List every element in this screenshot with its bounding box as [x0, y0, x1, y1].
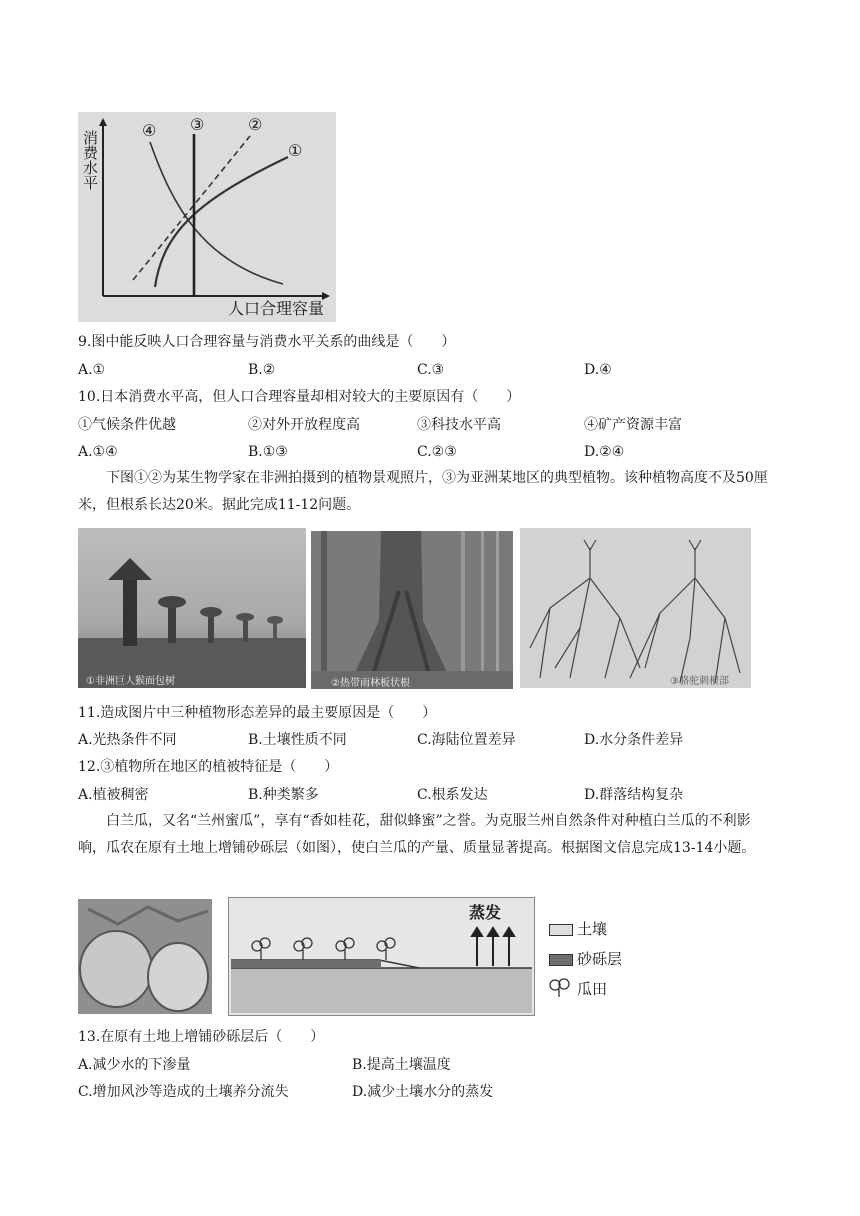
curve-label-3: ③	[190, 115, 205, 134]
photo-camelthorn-roots	[520, 528, 751, 688]
caption-baobab: ①非洲巨人猴面包树	[86, 676, 175, 687]
legend	[545, 910, 630, 1010]
q10-statement-3: ③科技水平高	[417, 417, 501, 433]
q10-statement-1: ①气候条件优越	[78, 417, 176, 433]
q10-option-b: B.①③	[248, 444, 288, 460]
curve-label-4: ④	[142, 121, 157, 140]
y-axis-label: 消费水平	[81, 130, 99, 190]
question-10-stem: 10.日本消费水平高，但人口合理容量却相对较大的主要原因有（ ）	[78, 389, 521, 405]
legend-field-label: 瓜田	[577, 980, 608, 998]
legend-soil-label: 土壤	[577, 920, 608, 938]
q10-option-c: C.②③	[417, 444, 457, 460]
q13-option-a: A.减少水的下渗量	[78, 1057, 191, 1073]
rainforest-icon	[311, 531, 513, 689]
curve-2	[133, 136, 250, 280]
q9-option-b: B.②	[248, 362, 276, 378]
caption-camelthorn: ③骆驼刺根部	[670, 676, 729, 687]
legend-melon-icon	[547, 978, 573, 998]
question-12-stem: 12.③植物所在地区的植被特征是（ ）	[78, 759, 339, 775]
melon-icon	[78, 899, 212, 1014]
question-13-stem: 13.在原有土地上增铺砂砾层后（ ）	[78, 1029, 325, 1045]
question-11-stem: 11.造成图片中三种植物形态差异的最主要原因是（ ）	[78, 705, 437, 721]
q12-option-d: D.群落结构复杂	[584, 787, 684, 803]
photo-melons	[78, 899, 212, 1014]
q10-option-d: D.②④	[584, 444, 625, 460]
x-axis-label: 人口合理容量	[228, 299, 325, 318]
q13-option-b: B.提高土壤温度	[352, 1057, 451, 1073]
photo-baobab	[78, 528, 306, 688]
legend-gravel-label: 砂砾层	[577, 950, 623, 968]
q10-statement-4: ④矿产资源丰富	[584, 417, 682, 433]
evaporation-label: 蒸发	[469, 903, 502, 922]
intro-13-14: 白兰瓜，又名“兰州蜜瓜”，享有“香如桂花，甜似蜂蜜”之誉。为克服兰州自然条件对种植白兰瓜的不利影响，瓜农在原有土地上增铺砂砾层（如图），使白兰瓜的产量、质量显著提高。根据图文信息完成13-14小题。	[78, 813, 756, 856]
y-axis-arrow	[99, 118, 107, 126]
intro-11-12: 下图①②为某生物学家在非洲拍摄到的植物景观照片，③为亚洲某地区的典型植物。该种植物高度不及50厘米，但根系长达20米。据此完成11-12问题。	[78, 470, 768, 513]
q11-option-b: B.土壤性质不同	[248, 732, 347, 748]
baobab-icon	[78, 528, 306, 688]
photo-buttress-roots	[311, 531, 513, 689]
curve-label-2: ②	[248, 115, 263, 134]
q11-option-d: D.水分条件差异	[584, 732, 684, 748]
q12-option-b: B.种类繁多	[248, 787, 319, 803]
q11-option-c: C.海陆位置差异	[417, 732, 516, 748]
root-system-icon	[520, 528, 751, 688]
gravel-layer-diagram	[228, 897, 535, 1016]
q10-option-a: A.①④	[78, 444, 118, 460]
q13-option-c: C.增加风沙等造成的土壤养分流失	[78, 1084, 289, 1100]
legend-soil-swatch	[549, 924, 573, 936]
q9-option-a: A.①	[78, 362, 106, 378]
q13-option-d: D.减少土壤水分的蒸发	[352, 1084, 494, 1100]
q11-option-a: A.光热条件不同	[78, 732, 177, 748]
q12-option-a: A.植被稠密	[78, 787, 149, 803]
question-9-stem: 9.图中能反映人口合理容量与消费水平关系的曲线是（ ）	[78, 334, 456, 350]
curve-1	[155, 157, 288, 287]
q10-statement-2: ②对外开放程度高	[248, 417, 360, 433]
curve-4	[150, 142, 283, 284]
q9-option-c: C.③	[417, 362, 445, 378]
q12-option-c: C.根系发达	[417, 787, 488, 803]
curve-label-1: ①	[288, 141, 303, 160]
q9-option-d: D.④	[584, 362, 612, 378]
population-consumption-graph	[78, 112, 336, 322]
legend-gravel-swatch	[549, 954, 573, 966]
caption-buttress-roots: ②热带雨林板状根	[331, 678, 410, 689]
